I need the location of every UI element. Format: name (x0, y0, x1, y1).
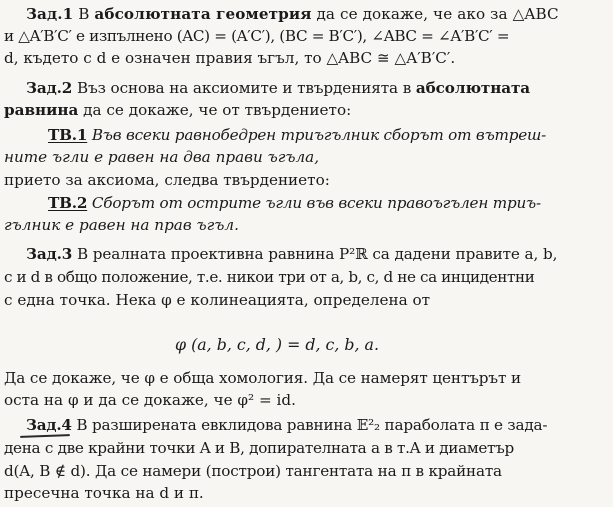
problem-3-formula: φ (a, b, c, d, ) = d, c, b, a. (175, 335, 379, 354)
tb2-label: ТВ.2 (48, 194, 88, 212)
problem-4-line-3: d(A, B ∉ d). Да се намери (построи) тангентата на π в крайната (4, 462, 502, 480)
problem-1-line-3: d, където с d е означен правия ъгъл, то △ABC ≅ △A′B′C′. (4, 49, 456, 67)
problem-4-line-4: пресечна точка на d и π. (4, 484, 204, 502)
problem-2-line-2 (4, 99, 351, 121)
problem-3-line-1 (4, 243, 557, 265)
problem-2-middle: прието за аксиома, следва твърдението: (4, 171, 330, 189)
problem-4-line-2: дена с две крайни точки A и B, допирателната a в т.A и диаметър (4, 439, 514, 457)
problem-1-term: абсолютната геометрия (94, 5, 312, 23)
problem-3-text-1: В реалната проективна равнина P²ℝ са дадени правите a, b, (72, 245, 558, 263)
problem-3-line-3: с една точка. Нека φ е колинеацията, определена от (4, 291, 431, 309)
tb1-text-1: Във всеки равнобедрен триъгълник сборът от вътреш- (87, 126, 547, 144)
problem-1-intro: В (73, 5, 95, 23)
tb1-label: ТВ.1 (48, 126, 88, 144)
problem-3-label: Зад.3 (26, 245, 73, 263)
tb2-line-2: гълник е равен на прав ъгъл. (4, 216, 239, 234)
tb2-line-1 (4, 192, 541, 214)
problem-3-line-4: Да се докаже, че φ е обща хомология. Да се намерят центърът и (4, 369, 522, 387)
tb2-text-1: Сборът от острите ъгли във всеки правоъгълен триъ- (87, 194, 541, 212)
problem-2-term-2: равнина (4, 101, 79, 119)
problem-1-line-2: и △A′B′C′ е изпълнено (AC) = (A′C′), (BC = B′C′), ∠ABC = ∠A′B′C′ = (4, 27, 510, 45)
problem-2-text-1: Въз основа на аксиомите и твърденията в (72, 79, 416, 97)
problem-2-label: Зад.2 (26, 79, 73, 97)
tb1-line-1 (4, 124, 546, 146)
problem-2-text-2: да се докаже, че от твърдението: (78, 101, 352, 119)
tb1-line-2: ните ъгли е равен на два прави ъгъла, (4, 148, 320, 166)
problem-3-line-2: c и d в общо положение, т.е. никои три от a, b, c, d не са инцидентни (4, 268, 535, 286)
problem-3-line-5: оста на φ и да се докаже, че φ² = id. (4, 391, 296, 409)
problem-1-text-1: да се докаже, че ако за △ABC (311, 5, 559, 23)
problem-4-label: Зад.4 (26, 416, 72, 434)
problem-2-term-1: абсолютната (415, 79, 531, 97)
problem-1-line-1 (4, 3, 559, 25)
problem-1-label: Зад.1 (26, 5, 74, 23)
problem-4-line-1 (4, 414, 547, 436)
problem-2-line-1 (4, 77, 530, 99)
problem-4-text-1: В разширената евклидова равнина 𝔼²₂ параболата π е зада- (71, 416, 548, 434)
